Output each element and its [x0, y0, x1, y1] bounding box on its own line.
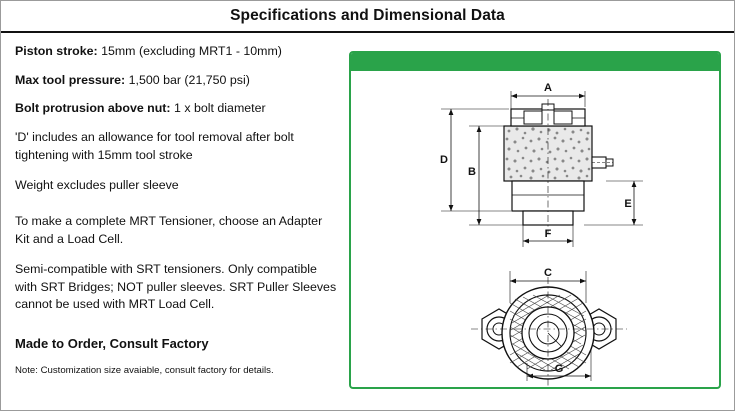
made-to-order-text: Made to Order, Consult Factory [15, 336, 209, 352]
page-title-bar [1, 1, 734, 33]
dimension-g-label: G [554, 363, 564, 375]
spec-bolt-protrusion-label: Bolt protrusion above nut: [15, 101, 171, 116]
tensioner-plan-view [471, 277, 627, 387]
spec-piston-stroke [15, 43, 337, 60]
dimension-d-label: D [440, 154, 448, 166]
dimensional-drawing-panel [349, 51, 721, 389]
spec-max-tool-pressure-value: 1,500 bar (21,750 psi) [128, 72, 250, 87]
panel-accent-bar [351, 53, 719, 71]
dimension-b-label: B [468, 166, 476, 178]
dimension-f-label: F [544, 228, 552, 240]
page-title: Specifications and Dimensional Data [230, 7, 505, 24]
customization-note: Note: Customization size avaiable, consult factory for details. [15, 365, 274, 377]
specifications-text-column [15, 43, 337, 376]
note-weight-excludes-sleeve: Weight excludes puller sleeve [15, 178, 179, 193]
spec-max-tool-pressure [15, 72, 337, 89]
note-srt-compatibility: Semi-compatible with SRT tensioners. Only compatible with SRT Bridges; NOT puller sleeves. SRT Puller Sleeves cannot be used with MRT Load Cell. [15, 262, 337, 312]
dimension-a-label: A [544, 82, 552, 94]
spec-piston-stroke-value: 15mm (excluding MRT1 - 10mm) [101, 44, 282, 58]
spec-bolt-protrusion-value: 1 x bolt diameter [174, 101, 266, 116]
note-complete-tensioner: To make a complete MRT Tensioner, choose an Adapter Kit and a Load Cell. [15, 214, 323, 246]
dimension-e [584, 181, 643, 225]
spec-bolt-protrusion [15, 100, 337, 117]
dimension-f [523, 225, 573, 247]
dimension-d [440, 109, 511, 211]
tensioner-section-view [504, 99, 613, 233]
dimension-e-label: E [624, 198, 632, 210]
note-d-allowance: 'D' includes an allowance for tool removal after bolt tightening with 15mm tool stroke [15, 130, 294, 162]
spec-piston-stroke-label: Piston stroke: [15, 44, 98, 58]
dimensional-drawing [351, 71, 719, 387]
dimension-c-label: C [544, 267, 552, 279]
spec-max-tool-pressure-label: Max tool pressure: [15, 72, 126, 87]
